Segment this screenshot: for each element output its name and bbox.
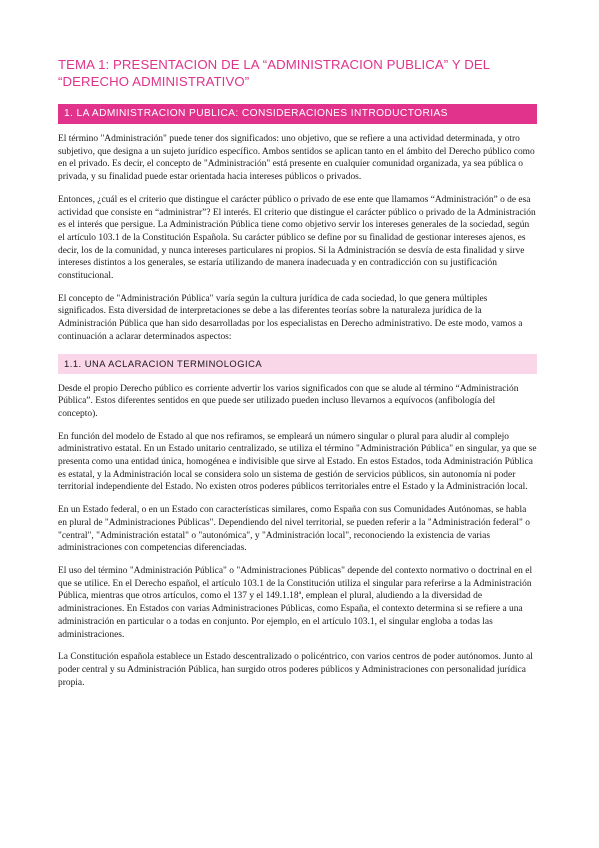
paragraph: En un Estado federal, o en un Estado con características similares, como España con sus Comunidades Autónomas, se habla en plural de "Administraciones Públicas". Dependiendo del nivel territorial, se pueden referir a la "Administración federal" o "central", "Administración estatal" o "autonómica", y "Administración local", reconociendo la existencia de varias administraciones con competencias diferenciadas. bbox=[58, 505, 530, 554]
paragraph: Desde el propio Derecho público es corriente advertir los varios significados con que se alude al término “Administración Pública”. Estos diferentes sentidos en que puede ser utilizado pueden incluso llevarnos a equívocos (anfibología del concepto). bbox=[58, 383, 519, 419]
section-heading-1: 1. LA ADMINISTRACION PUBLICA: CONSIDERACIONES INTRODUCTORIAS bbox=[58, 104, 537, 124]
section-heading-1-1: 1.1. UNA ACLARACION TERMINOLOGICA bbox=[58, 354, 537, 374]
paragraph: La Constitución española establece un Estado descentralizado o policéntrico, con varios centros de poder autónomos. Junto al poder central y su Administración Pública, han surgido otros poderes públicos y Administraciones con personalidad jurídica propia. bbox=[58, 652, 533, 688]
paragraph: Entonces, ¿cuál es el criterio que distingue el carácter público o privado de ese ente que llamamos “Administración” o de esa actividad que consiste en “administrar”? El interés. El criterio que distingue el carácter público o privado de la Administración es el interés que persigue. La Administración Pública tiene como objetivo servir los intereses generales de la sociedad, según el artículo 103.1 de la Constitución Española. Su carácter público se define por su finalidad de gestionar intereses ajenos, es decir, los de la comunidad, y nunca intereses particulares ni propios. Si la Administración se desvía de esta finalidad y sirve intereses distintos a los generales, se estaría utilizando de manera inadecuada y en contradicción con su justificación constitucional. bbox=[58, 194, 536, 282]
paragraph: El término "Administración" puede tener dos significados: uno objetivo, que se refiere a una actividad determinada, y otro subjetivo, que designa a un sujeto jurídico específico. Ambos sentidos se aplican tanto en el ámbito del Derecho público como en el privado. Es decir, el concepto de "Administración" está presente en cualquier comunidad organizada, ya sea pública o privada, y su finalidad puede estar orientada hacia intereses públicos o privados. bbox=[58, 134, 535, 183]
paragraph: El concepto de "Administración Pública" varía según la cultura jurídica de cada sociedad, lo que genera múltiples significados. Esta diversidad de interpretaciones se debe a las diferentes teorías sobre la naturaleza jurídica de la Administración Pública que han sido desarrolladas por los especialistas en Derecho administrativo. De este modo, vamos a continuación a aclarar determinados aspectos: bbox=[58, 293, 523, 342]
paragraph: El uso del término "Administración Pública" o "Administraciones Públicas" depende del contexto normativo o doctrinal en el que se utilice. En el Derecho español, el artículo 103.1 de la Constitución utiliza el singular para referirse a la Administración Pública, mientras que otros artículos, como el 137 y el 149.1.18ª, emplean el plural, aludiendo a la diversidad de administraciones. En Estados con varias Administraciones Públicas, como España, el contexto determina si se refiere a una administración en particular o a todas en conjunto. Por ejemplo, en el artículo 103.1, el singular engloba a todas las administraciones. bbox=[58, 565, 533, 640]
page-title: TEMA 1: PRESENTACION DE LA “ADMINISTRACION PUBLICA” Y DEL “DERECHO ADMINISTRATIVO” bbox=[58, 57, 490, 89]
paragraph: En función del modelo de Estado al que nos refiramos, se empleará un número singular o plural para aludir al complejo administrativo estatal. En un Estado unitario centralizado, se utiliza el término "Administración Pública" en singular, ya que se presenta como una entidad única, homogénea e indivisible que sirve al Estado. En estos Estados, toda Administración Pública es estatal, y la Administración local se considera solo un sistema de gestión de servicios públicos, sin autonomía ni poder territorial independiente del Estado. No existen otros poderes públicos territoriales entre el Estado y la Administración local. bbox=[58, 431, 537, 493]
